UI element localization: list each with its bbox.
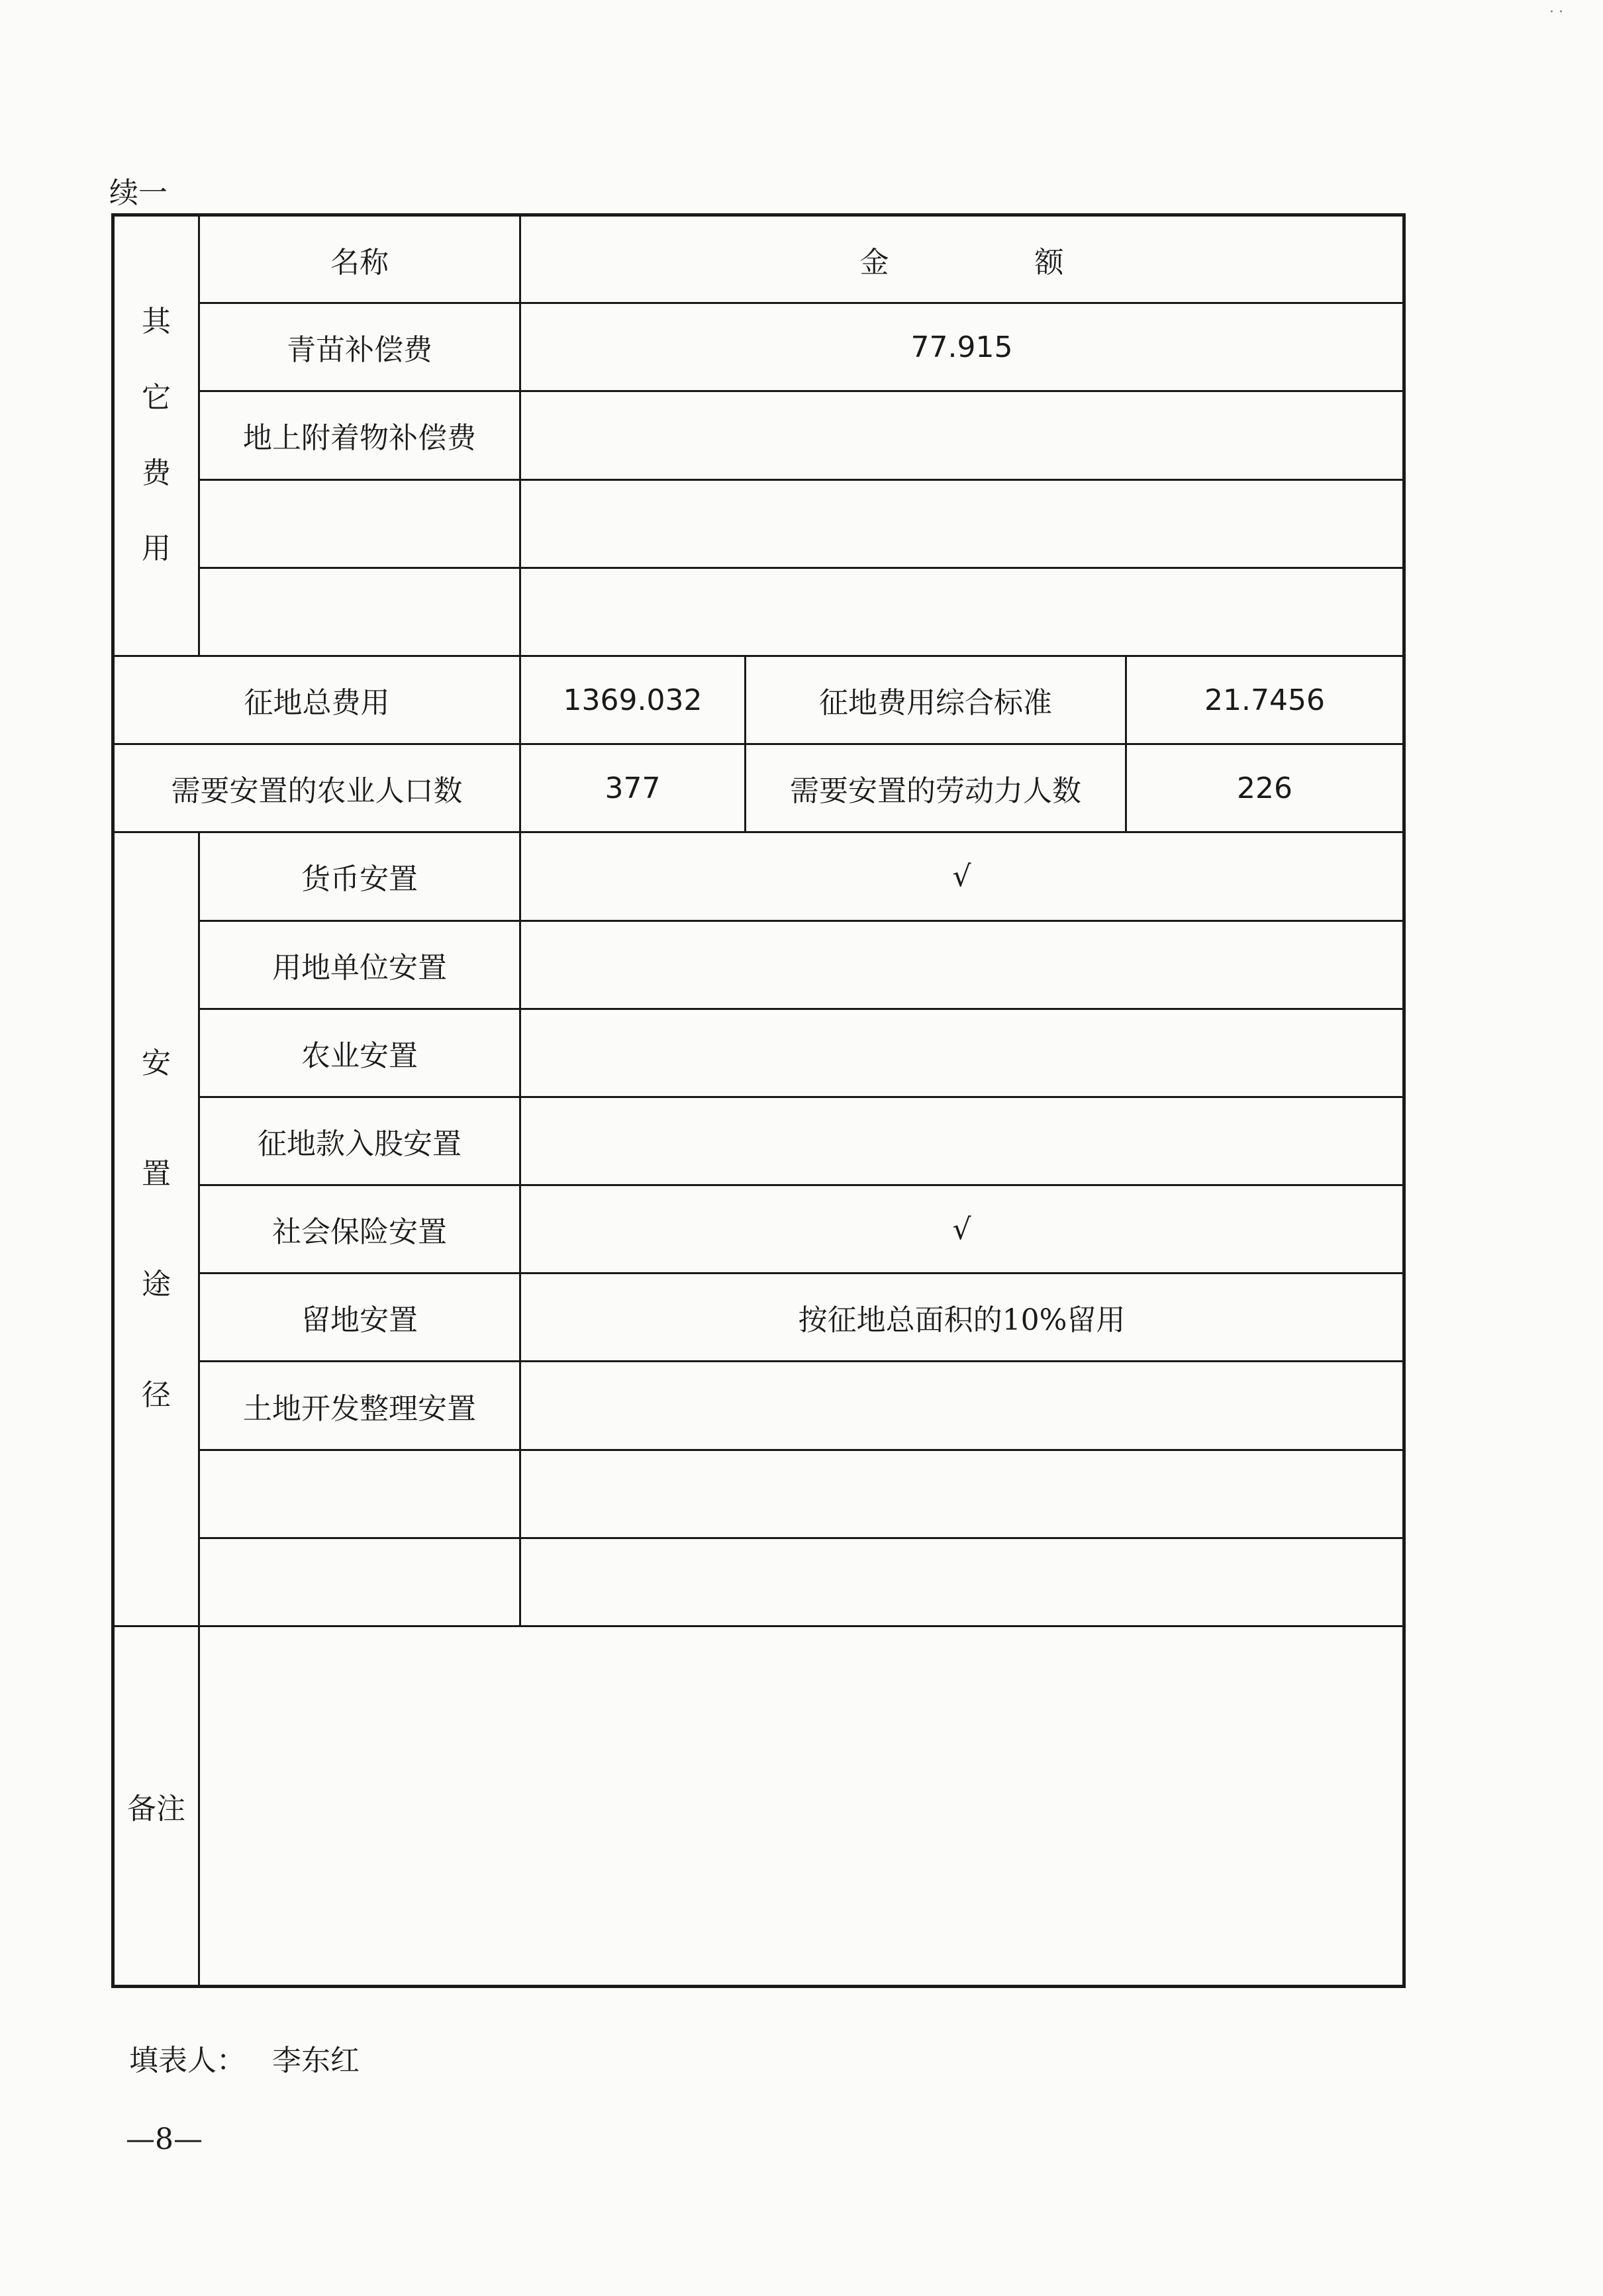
remarks-label: 备注 [113,1626,199,1987]
other-cost-amount [520,391,1404,479]
resettlement-row [113,1538,1404,1626]
ag-population-label: 需要安置的农业人口数 [113,744,520,832]
total-cost-label: 征地总费用 [113,656,520,744]
other-cost-amount [520,479,1404,568]
labor-label: 需要安置的劳动力人数 [746,744,1126,832]
standard-value: 21.7456 [1126,656,1404,744]
continuation-label: 续一 [109,176,168,210]
other-costs-section-label: 其它费用 [113,215,199,656]
resettlement-row [113,1362,1404,1450]
name-column-header: 名称 [199,215,520,303]
resettlement-name [199,1450,520,1538]
ag-population-value: 377 [520,744,746,832]
totals-row [113,656,1404,744]
page-number: —8— [126,2122,203,2156]
resettlement-row [113,1273,1404,1362]
resettlement-name: 土地开发整理安置 [199,1362,520,1450]
other-cost-row [113,568,1404,656]
resettlement-value: √ [520,1185,1404,1273]
resettlement-section-label: 安置途径 [113,832,199,1626]
resettlement-name: 用地单位安置 [199,921,520,1009]
resettlement-value: 按征地总面积的10%留用 [520,1273,1404,1362]
resettlement-value: √ [520,832,1404,921]
resettlement-value [520,921,1404,1009]
filler-label: 填表人： [129,2044,246,2077]
scan-artifact: · · [1549,4,1563,21]
resettlement-name: 农业安置 [199,1009,520,1097]
other-cost-name: 地上附着物补偿费 [199,391,520,479]
form-filler [129,2036,360,2079]
other-cost-name: 青苗补偿费 [199,303,520,391]
resettlement-name: 社会保险安置 [199,1185,520,1273]
land-acquisition-form-table [111,213,1406,1988]
resettlement-row [113,1185,1404,1273]
resettlement-value [520,1097,1404,1185]
other-cost-row [113,479,1404,568]
resettlement-name: 货币安置 [199,832,520,921]
other-cost-amount [520,568,1404,656]
population-row [113,744,1404,832]
resettlement-row [113,1009,1404,1097]
resettlement-row [113,1097,1404,1185]
resettlement-value [520,1538,1404,1626]
other-cost-name [199,479,520,568]
resettlement-value [520,1362,1404,1450]
other-cost-name [199,568,520,656]
resettlement-name: 留地安置 [199,1273,520,1362]
total-cost-value: 1369.032 [520,656,746,744]
standard-label: 征地费用综合标准 [746,656,1126,744]
labor-value: 226 [1126,744,1404,832]
resettlement-name: 征地款入股安置 [199,1097,520,1185]
other-cost-row [113,391,1404,479]
resettlement-row [113,832,1404,921]
resettlement-value [520,1450,1404,1538]
resettlement-row [113,1450,1404,1538]
resettlement-value [520,1009,1404,1097]
other-cost-amount: 77.915 [520,303,1404,391]
other-cost-row [113,303,1404,391]
amount-column-header: 金 额 [520,215,1404,303]
resettlement-name [199,1538,520,1626]
remarks-value [199,1626,1404,1987]
filler-name: 李东红 [272,2044,360,2077]
other-costs-header-row [113,215,1404,303]
remarks-row [113,1626,1404,1987]
resettlement-row [113,921,1404,1009]
